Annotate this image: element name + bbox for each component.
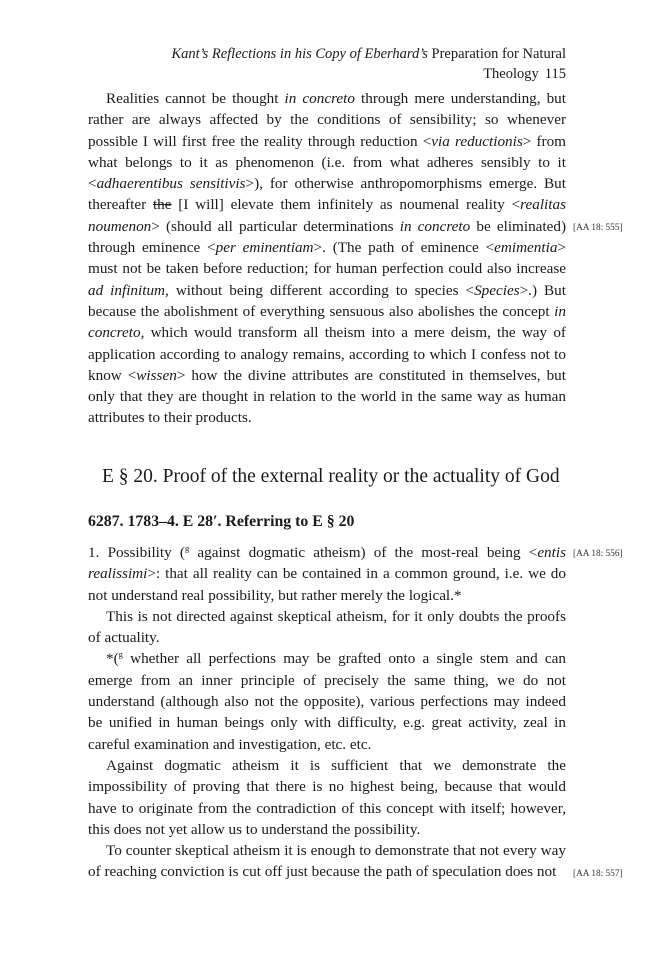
text-block-upper	[88, 88, 566, 429]
margin-note-aa-555: [AA 18: 555]	[573, 223, 623, 233]
paragraph-footnote-perfections: *($^g$ whether all perfections may be grafted onto a single stem and can emerge from an inner principle of precisely the same thing, we do not understand (although also not the opposite), various perfections may indeed be unified in human beings only with difficulty, e.g. great activity, zeal in careful examination and investigation, etc. etc.	[88, 649, 566, 753]
paragraph-skeptical-atheism: To counter skeptical atheism it is enough to demonstrate that not every way of reaching conviction is cut off just because the path of speculation does not	[88, 842, 566, 881]
text-block-lower	[88, 542, 566, 883]
paragraph-possibility: 1. Possibility ($^g$ against dogmatic atheism) of the most-real being <entis realissimi>: that all reality can be contained in a common ground, i.e. we do not understand real possibility, but rather merely the logical.*	[88, 542, 566, 604]
running-title-italic: Kant’s Reflections in his Copy of Eberhard’s	[171, 46, 428, 62]
struck-word: the	[152, 196, 172, 214]
paragraph-skeptical-note: This is not directed against skeptical atheism, for it only doubts the proofs of actuality.	[88, 607, 566, 647]
paragraph-realities: Realities cannot be thought in concreto through mere understanding, but rather are always affected by the conditions of sensibility; so whenever possible I will first free the reality through reduction <via reductionis> from what belongs to it as phenomenon (i.e. from what adheres sensibly to it <adhaerentibus sensitivis>), for otherwise anthropomorphisms emerge. But thereafter the [I will] elevate them infinitely as noumenal reality <realitas noumenon> (should all particular determinations in concreto be eliminated) through eminence <per eminentiam>. (The path of eminence <emimentia> must not be taken before reduction; for human perfection could also increase ad infinitum, without being different according to species <Species>.) But because the abolishment of everything sensuous also abolishes the concept in concreto, which would transform all theism into a mere deism, the way of application according to analogy remains, according to which I confess not to know <wissen> how the divine attributes are constituted in themselves, but only that they are thought in relation to the world in the same way as human attributes to their products.	[88, 90, 567, 427]
running-title-roman: Preparation for Natural Theology	[427, 46, 566, 82]
margin-note-aa-556: [AA 18: 556]	[573, 549, 623, 559]
margin-note-aa-557: [AA 18: 557]	[573, 869, 623, 879]
running-header	[88, 44, 566, 84]
section-heading: E § 20. Proof of the external reality or the actuality of God	[102, 466, 560, 487]
entry-heading: 6287. 1783–4. E 28′. Referring to E § 20	[88, 513, 355, 530]
paragraph-dogmatic-atheism: Against dogmatic atheism it is sufficient that we demonstrate the impossibility of proving that there is no highest being, because that would have to originate from the contradiction of this concept with itself; however, this does not yet allow us to understand the possibility.	[88, 756, 566, 838]
page-number: 115	[544, 66, 566, 82]
